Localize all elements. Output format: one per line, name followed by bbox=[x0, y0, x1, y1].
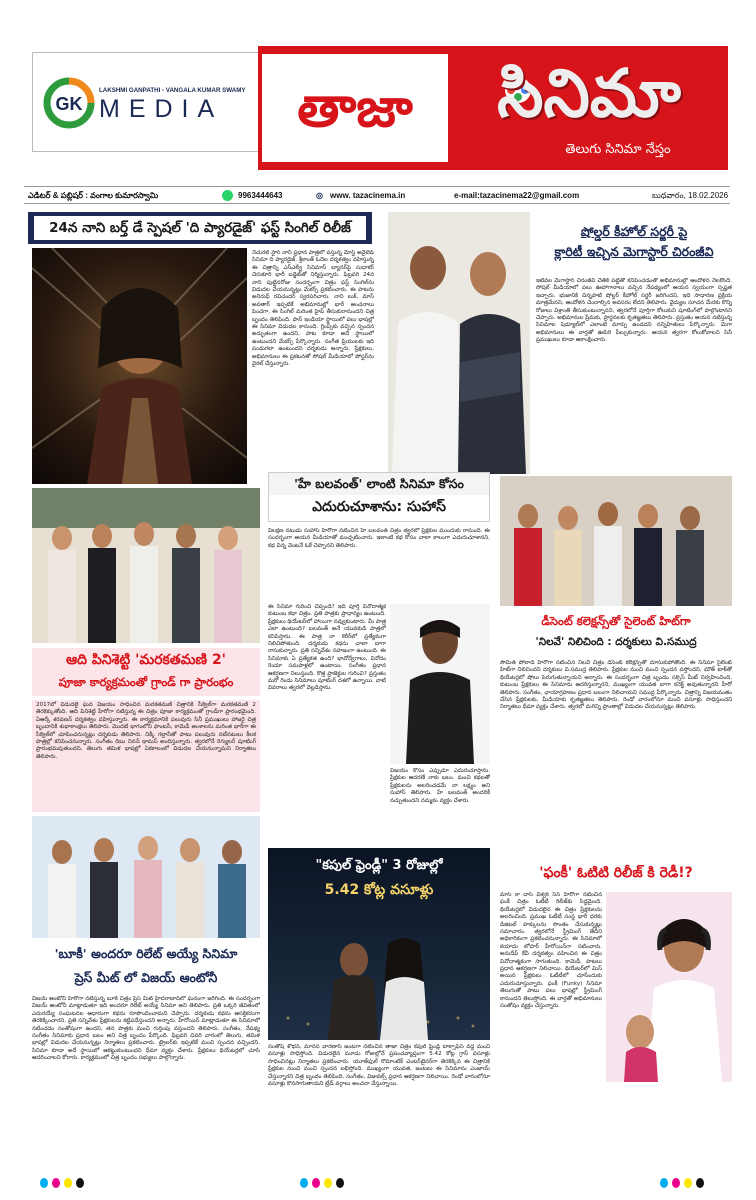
suhas-headline bbox=[268, 472, 490, 522]
chiranjeevi-headline bbox=[536, 222, 732, 270]
funky-poster bbox=[606, 892, 732, 1082]
bookie-body: విజయ్ ఆంటోనీ హీరోగా నటిస్తున్న బూకీ చిత్రం ప్రెస్ మీట్ హైదరాబాద్‌లో ఘనంగా జరిగింది. ఈ సందర్భంగా విజయ్ ఆంటోనీ మాట్లాడుతూ ఇది అందరూ రిలేట్ అయ్యే సినిమా అని తెలిపారు. ప్రతి ఒక్కరి జీవితంలో ఎదురయ్యే సంఘటనల ఆధారంగా కథను రూపొందించామని చెప్పారు. దర్శకుడు కథను ఆసక్తికరంగా తెరకెక్కించారని, ప్రతి సన్నివేశం ప్రేక్షకులను కట్టిపడేస్తుందని అన్నారు. హీరోయిన్ మాట్లాడుతూ ఈ సినిమాలో నటించడం సంతోషంగా ఉందని, తన పాత్రకు మంచి గుర్తింపు వస్తుందని తెలిపారు. సంగీతం, నేపథ్య సంగీతం సినిమాకు ప్రధాన బలం అని చిత్ర బృందం పేర్కొంది. ఫిబ్రవరి చివరి వారంలో తెలుగు, తమిళ భాషల్లో విడుదల చేయనున్నట్లు నిర్మాతలు ప్రకటించారు. ట్రైలర్‌కు ఇప్పటికే మంచి స్పందన వచ్చిందని, సినిమా కూడా అదే స్థాయిలో ఆకట్టుకుంటుందని ధీమా వ్యక్తం చేశారు. ప్రేక్షకులు థియేటర్లలో చూసి ఆదరించాలని కోరారు. కార్యక్రమంలో చిత్ర బృందం సభ్యులు పాల్గొన్నారు. bbox=[32, 996, 260, 1062]
gk-media-text: MEDIA bbox=[99, 95, 224, 123]
suhas-headline-line1: 'హే బలవంత్' లాంటి సినిమా కోసం bbox=[269, 473, 489, 495]
paradise-body: నేచురల్ స్టార్ నాని ప్రధాన పాత్రలో వస్తున్న మోస్ట్ అవైటెడ్ సినిమా ది ప్యారడైజ్. శ్రీకాంత్ ఓదెల దర్శకత్వం వహిస్తున్న ఈ చిత్రాన్ని ఎస్ఎల్వీ సినిమాస్ బ్యానర్‌పై సుధాకర్ చెరుకూరి భారీ బడ్జెట్‌తో నిర్మిస్తున్నారు. ఫిబ్రవరి 24న నాని పుట్టినరోజు సందర్భంగా చిత్రం ఫస్ట్ సింగిల్‌ను విడుదల చేయనున్నట్లు మేకర్స్ ప్రకటించారు. ఈ పాటను అనిరుధ్ రవిచందర్ స్వరపరిచారు. నాని లుక్, మాస్ అవతార్ ఇప్పటికే అభిమానుల్లో భారీ అంచనాలు పెంచగా, ఈ సింగిల్ మరింత హైప్ తీసుకురానుందని చిత్ర బృందం తెలిపింది. పాన్ ఇండియా స్థాయిలో పలు భాషల్లో ఈ సినిమా విడుదల కానుంది. గ్లింప్స్‌కు వచ్చిన స్పందన అద్భుతంగా ఉందని, పాట కూడా అదే స్థాయిలో ఉంటుందని మేకర్స్ పేర్కొన్నారు. సంగీత ప్రియులకు ఇది పండుగలా ఉంటుందని దర్శకుడు అన్నారు. ప్రేక్షకులు, అభిమానులు ఈ ప్రకటనతో సోషల్ మీడియాలో పోస్టర్‌ను వైరల్ చేస్తున్నారు. bbox=[252, 250, 374, 368]
marakathamani-headline bbox=[32, 648, 260, 696]
registration-dot-black bbox=[76, 1178, 84, 1188]
chiranjeevi-body: ఇటీవల మెగాస్టార్ చిరంజీవి చేతికి పట్టీతో కనిపించడంతో అభిమానుల్లో ఆందోళన నెలకొంది. సోషల్ మీడియాలో పలు ఊహాగానాలు వచ్చిన నేపథ్యంలో ఆయన స్వయంగా స్పష్టత ఇచ్చారు. భుజానికి చిన్నపాటి షోల్డర్ కీహోల్ సర్జరీ జరిగిందని, ఇది సాధారణ ప్రక్రియ మాత్రమేనని, ఆందోళన చెందాల్సిన అవసరం లేదని తెలిపారు. వైద్యుల సూచన మేరకు కొన్ని రోజులు విశ్రాంతి తీసుకుంటున్నానని, త్వరలోనే పూర్తిగా కోలుకుని షూటింగ్‌లో పాల్గొంటానని చెప్పారు. అభిమానుల ప్రేమకు, ప్రార్థనలకు కృతజ్ఞతలు తెలిపారు. ప్రస్తుతం ఆయన నటిస్తున్న సినిమాల షెడ్యూల్‌లో ఎలాంటి మార్పు ఉండదని సన్నిహితులు పేర్కొన్నారు. మెగా అభిమానులు ఈ వార్తతో ఊపిరి పీల్చుకున్నారు. ఆయన త్వరగా కోలుకోవాలని సినీ ప్రముఖులు కూడా ఆకాంక్షించారు. bbox=[536, 278, 732, 344]
couple-friendly-headline-line1: "కపుల్ ఫ్రెండ్లీ" 3 రోజుల్లో bbox=[315, 858, 443, 873]
registration-dot-magenta bbox=[52, 1178, 60, 1188]
issue-date: బుధవారం, 18.02.2026 bbox=[652, 191, 729, 200]
paradise-poster bbox=[32, 248, 247, 484]
registration-dot-black bbox=[696, 1178, 704, 1188]
marakathamani-headline-line2: పూజా కార్యక్రమంతో గ్రాండ్ గా ప్రారంభం bbox=[58, 675, 234, 689]
phone-number[interactable]: 9963444643 bbox=[238, 191, 283, 200]
chiranjeevi-photo bbox=[388, 212, 530, 474]
registration-dot-yellow bbox=[64, 1178, 72, 1188]
couple-friendly-headline bbox=[268, 854, 490, 904]
gk-company-name: LAKSHMI GANPATHI - VANGALA KUMAR SWAMY bbox=[99, 87, 246, 94]
registration-dot-magenta bbox=[312, 1178, 320, 1188]
couple-friendly-headline-line2: 5.42 కోట్ల వసూళ్లు bbox=[324, 882, 434, 898]
editor-publisher: ఎడిటర్ & పబ్లిషర్ : వంగాల కుమారస్వామి bbox=[28, 191, 159, 200]
registration-dot-yellow bbox=[684, 1178, 692, 1188]
gk-emblem-icon bbox=[43, 77, 95, 129]
paradise-headline-bar bbox=[28, 212, 372, 244]
chiranjeevi-headline-line2: క్లారిటీ ఇచ్చిన మెగాస్టార్ చిరంజీవి bbox=[554, 244, 714, 259]
title-taaza: తాజా bbox=[262, 54, 448, 162]
bookie-photo bbox=[32, 816, 260, 938]
registration-dot-black bbox=[336, 1178, 344, 1188]
website-link[interactable]: www. tazacinema.in bbox=[330, 191, 406, 200]
title-cinema: సినిమా bbox=[497, 55, 681, 132]
nilave-headline-line1: డీసెంట్ కలెక్షన్స్‌తో సైలెంట్ హిట్‌గా bbox=[541, 614, 691, 628]
bookie-headline-line1: 'బూకీ' అందరూ రిలేట్ అయ్యే సినిమా bbox=[54, 946, 238, 961]
registration-dot-cyan bbox=[300, 1178, 308, 1188]
registration-dot-cyan bbox=[660, 1178, 668, 1188]
suhas-photo bbox=[390, 604, 490, 764]
email-link[interactable]: e-mail:tazacinema22@gmail.com bbox=[454, 191, 580, 200]
funky-headline: 'ఫంకీ' ఓటిటి రిలీజ్ కి రెడీ!? bbox=[539, 865, 693, 881]
registration-dot-yellow bbox=[324, 1178, 332, 1188]
suhas-headline-line2: ఎదురుచూశాను: సుహాస్ bbox=[312, 499, 446, 515]
gk-letters: GK bbox=[55, 94, 83, 114]
marakathamani-photo bbox=[32, 488, 260, 643]
chiranjeevi-headline-line1: షోల్డర్ కీహోల్ సర్జరీ పై bbox=[580, 224, 688, 239]
suhas-extra: విజయం కోసం ఎప్పుడూ ఎదురుచూస్తాను. ప్రేక్షకుల ఆదరణే నాకు బలం. మంచి కథలతో ప్రేక్షకులను అలరించడమే నా లక్ష్యం అని సుహాస్ తెలిపారు. హే బలవంత్ అందరికీ నచ్చుతుందని నమ్మకం వ్యక్తం చేశారు. bbox=[390, 768, 490, 804]
brand-block bbox=[258, 46, 728, 170]
marakathamani-body: 2017లో విడుదలై ఘన విజయం సాధించిన మరకతమణి చిత్రానికి సీక్వెల్‌గా మరకతమణి 2 తెరకెక్కుతోంది. ఆది పినిశెట్టి హీరోగా నటిస్తున్న ఈ చిత్రం పూజా కార్యక్రమంతో గ్రాండ్‌గా ప్రారంభమైంది. ఏఆర్కే శరవణన్ దర్శకత్వం వహిస్తున్నారు. ఈ కార్యక్రమానికి పలువురు సినీ ప్రముఖులు హాజరై చిత్ర బృందానికి శుభాకాంక్షలు తెలిపారు. మొదటి భాగంలోని ఫాంటసీ, కామెడీ అంశాలను మరింత భారీగా ఈ సీక్వెల్‌లో చూపించనున్నట్లు దర్శకుడు తెలిపారు. నిక్కీ గల్రానీతో పాటు పలువురు నటీనటులు కీలక పాత్రల్లో కనిపించనున్నారు. సంగీతం దిబు నినన్ థామస్ అందిస్తున్నారు. త్వరలోనే రెగ్యులర్ షూటింగ్ ప్రారంభమవుతుందని, తెలుగు తమిళ భాషల్లో ఏకకాలంలో విడుదల చేయనున్నామని నిర్మాతలు తెలిపారు. bbox=[32, 700, 260, 812]
bookie-headline-line2: ప్రెస్ మీట్ లో విజయ్ ఆంటోనీ bbox=[74, 970, 218, 985]
couple-friendly-body: సంతోష్ శోభన్, మానస వారణాసి జంటగా నటించిన తాజా చిత్రం కపుల్ ఫ్రెండ్లీ బాక్సాఫీస్ వద్ద మంచి వసూళ్లు సాధిస్తోంది. విడుదలైన మూడు రోజుల్లోనే ప్రపంచవ్యాప్తంగా 5.42 కోట్ల గ్రాస్ వసూళ్లు సాధించినట్లు నిర్మాతలు ప్రకటించారు. యూత్‌ఫుల్ రొమాంటిక్ ఎంటర్‌టైనర్‌గా తెరకెక్కిన ఈ చిత్రానికి ప్రేక్షకుల నుంచి మంచి స్పందన లభిస్తోంది. ముఖ్యంగా యువత, జంటలు ఈ సినిమాను ఎంజాయ్ చేస్తున్నారని చిత్ర బృందం తెలిపింది. సంగీతం, విజువల్స్ ప్రధాన ఆకర్షణగా నిలిచాయి. రెండో వారంలోనూ వసూళ్లు కొనసాగుతాయని ట్రేడ్ వర్గాలు అంచనా వేస్తున్నాయి. bbox=[268, 1044, 490, 1088]
funky-body: మాస్ కా దాస్ విశ్వక్ సేన్ హీరోగా నటించిన ఫంకీ చిత్రం ఓటీటీ రిలీజ్‌కు సిద్ధమైంది. థియేటర్లలో విడుదలైన ఈ చిత్రం ప్రేక్షకులను అలరించింది. ప్రముఖ ఓటీటీ సంస్థ భారీ ధరకు డిజిటల్ హక్కులను సొంతం చేసుకున్నట్లు సమాచారం. త్వరలోనే స్ట్రీమింగ్ తేదీని అధికారికంగా ప్రకటించనున్నారు. ఈ సినిమాలో కయాదు లోహర్ హీరోయిన్‌గా నటించారు. అనుదీప్ కేవీ దర్శకత్వం వహించిన ఈ చిత్రం వినోదాత్మకంగా సాగుతుంది. కామెడీ, పాటలు ప్రధాన ఆకర్షణగా నిలిచాయి. థియేటర్‌లో మిస్ అయిన ప్రేక్షకులు ఓటీటీలో చూసేందుకు ఎదురుచూస్తున్నారు. ఫంకీ (Funky) సినిమా తెలుగుతో పాటు పలు భాషల్లో స్ట్రీమింగ్ కానుందని తెలుస్తోంది. ఈ వార్తతో అభిమానులు సంతోషం వ్యక్తం చేస్తున్నారు. bbox=[500, 892, 602, 1010]
masthead bbox=[0, 0, 756, 180]
gk-media-logo bbox=[32, 52, 264, 152]
info-bar bbox=[24, 186, 730, 204]
nilave-headline-line2: 'నిలవే' నిలిచింది : దర్శకులు వి.సముద్ర bbox=[535, 636, 697, 648]
registration-dot-magenta bbox=[672, 1178, 680, 1188]
suhas-intro: విలక్షణ నటుడు సుహాస్ హీరోగా నటించిన హే బలవంత్ చిత్రం త్వరలో ప్రేక్షకుల ముందుకు రానుంది. ఈ సందర్భంగా ఆయన మీడియాతో ముచ్చటించారు. ఇలాంటి కథ కోసం చాలా కాలంగా ఎదురుచూశానని, కథ విన్న వెంటనే ఓకే చెప్పానని తెలిపారు. bbox=[268, 528, 490, 549]
suhas-qa: ఈ సినిమా గురించి చెప్పండి? ఇది పూర్తి వినోదాత్మక కుటుంబ కథా చిత్రం. ప్రతి పాత్రకు ప్రాధాన్యం ఉంటుంది. ప్రేక్షకులు థియేటర్‌లో హాయిగా నవ్వుకుంటారు. మీ పాత్ర ఎలా ఉంటుంది? బలవంత్ అనే యువకుడి పాత్రలో కనిపిస్తాను. ఈ పాత్ర నా కెరీర్‌లో ప్రత్యేకంగా నిలిచిపోతుంది. దర్శకుడు కథను చాలా బాగా రాసుకున్నారు. ప్రతి సన్నివేశం సహజంగా ఉంటుంది. ఈ సినిమాకు ఏ ప్రత్యేకత ఉంది? భావోద్వేగాలు, వినోదం రెండూ సమపాళ్లలో ఉంటాయి. సంగీతం ప్రధాన ఆకర్షణగా నిలుస్తుంది. కొత్త ప్రాజెక్టుల గురించి? ప్రస్తుతం మరో రెండు సినిమాలు షూటింగ్ దశలో ఉన్నాయి. వాటి వివరాలు త్వరలో వెల్లడిస్తాను. bbox=[268, 604, 386, 692]
nilave-photo bbox=[500, 476, 732, 606]
globe-icon: ◎ bbox=[316, 191, 323, 200]
whatsapp-icon bbox=[222, 190, 233, 201]
paradise-headline: 24న నాని బర్త్ డే స్పెషల్ 'ది ప్యారడైజ్' ఫస్ట్ సింగిల్ రిలీజ్ bbox=[34, 216, 366, 240]
registration-dot-cyan bbox=[40, 1178, 48, 1188]
bookie-headline bbox=[32, 942, 260, 992]
nilave-body: సౌమిత్ పోలాడి హీరోగా నటించిన నిలవే చిత్రం డీసెంట్ కలెక్షన్స్‌తో దూసుకుపోతోంది. ఈ సినిమా సైలెంట్ హిట్‌గా నిలిచిందని దర్శకులు వి.సముద్ర తెలిపారు. ప్రేక్షకుల నుంచి మంచి స్పందన వస్తోందని, మౌత్ టాక్‌తో థియేటర్లలో షోలు పెరుగుతున్నాయని అన్నారు. ఈ సందర్భంగా చిత్ర బృందం సక్సెస్ మీట్ నిర్వహించింది. కుటుంబ ప్రేక్షకులు ఈ సినిమాను ఆదరిస్తున్నారని, ముఖ్యంగా యువత బాగా కనెక్ట్ అవుతున్నారని హీరో తెలిపారు. సంగీతం, ఛాయాగ్రహణం ప్రధాన బలంగా నిలిచాయని సముద్ర పేర్కొన్నారు. చిత్రాన్ని విజయవంతం చేసిన ప్రేక్షకులకు, మీడియాకు కృతజ్ఞతలు తెలిపారు. రెండో వారంలోనూ మంచి వసూళ్లు సాధిస్తుందని నిర్మాతలు ధీమా వ్యక్తం చేశారు. త్వరలో మరిన్ని ప్రాంతాల్లో విడుదల చేయనున్నట్లు తెలిపారు. bbox=[500, 660, 732, 711]
tagline: తెలుగు సినిమా నేస్తం bbox=[565, 142, 671, 157]
marakathamani-headline-line1: ఆది పినిశెట్టి 'మరకతమణి 2' bbox=[66, 652, 226, 668]
couple-friendly-photo bbox=[268, 848, 490, 1040]
nilave-headline bbox=[500, 610, 732, 656]
